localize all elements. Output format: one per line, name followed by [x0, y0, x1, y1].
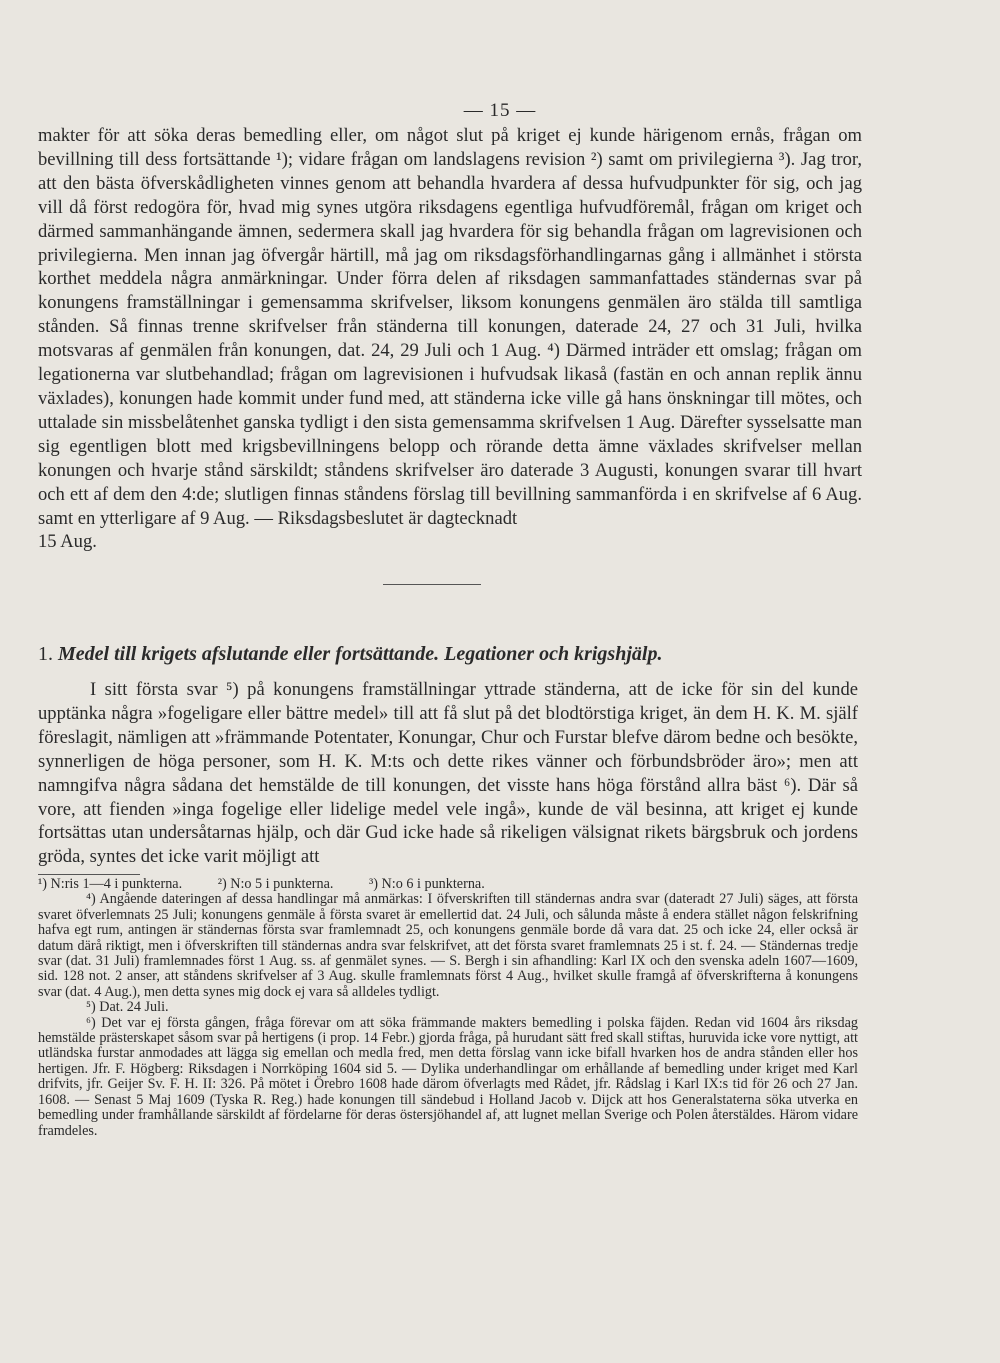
section-number: 1.: [38, 643, 53, 665]
intro-paragraph: makter för att söka deras bemedling eller, om något slut på kriget ej kunde härigenom ernås, frågan om bevillning till dess fortsättande ¹); vidare frågan om landslagens revision ²) samt om privilegierna ³). Jag tror, att den bästa öfverskådligheten vinnes genom att behandla hvardera af dessa hufvudpunkter för sig, och jag vill då först redogöra för, hvad mig synes utgöra riksdagens egentliga hufvudföremål, frågan om kriget och därmed sammanhängande ämnen, sedermera skall jag hvardera för sig behandla frågan om lagrevisionen och privilegierna. Men innan jag öfvergår härtill, må jag om riksdagsförhandlingarnas gång i allmänhet i största korthet meddela några anmärkningar. Under förra delen af riksdagen sammanfattades ständernas svar på konungens framställningar i gemensamma skrifvelser, liksom konungens genmälen äro stälda till samtliga stånden. Så finnas trenne skrifvelser från ständerna till konungen, daterade 24, 27 och 31 Juli, hvilka motsvaras af genmälen från konungen, dat. 24, 29 Juli och 1 Aug. ⁴) Därmed inträder ett omslag; frågan om legationerna var slutbehandlad; frågan om lagrevisionen i hufvudsak likaså (fastän en och annan replik ännu växlades), konungen hade kommit under fund med, att ständerna icke ville gå hans önskningar till mötes, och uttalade sin missbelåtenhet ganska tydligt i den sista gemensamma skrifvelsen 1 Aug. Därefter sysselsatte man sig egentligen blott med krigsbevillningens belopp och rörande detta ämne växlades skrifvelser mellan konungen och hvarje stånd särskildt; ståndens skrifvelser äro daterade 3 Augusti, konungen svarar till hvart och ett af dem den 4:de; slutligen finnas ståndens förslag till bevillning sammanförda i en skrifvelse af 6 Aug. samt en ytterligare af 9 Aug. — Riksdagsbeslutet är dagtecknadt: [38, 125, 862, 529]
section-title: Medel till krigets afslutande eller fortsättande. Legationer och krigshjälp.: [58, 643, 663, 665]
intro-paragraph-last-line: 15 Aug.: [38, 531, 97, 553]
section-paragraph: I sitt första svar ⁵) på konungens framställningar yttrade ständerna, att de icke för sin del kunde upptänka några »fogeligare eller bättre medel» till att få slut på det blodtörstiga kriget, än dem H. K. M. själf föreslagit, nämligen att »främmande Potentater, Konungar, Chur och Furstar blefve därom bedne och besökte, synnerligen de höga personer, som H. K. M:ts och dette rikes vänner och förbundsbröder äro»; men att namngifva några sådana det hemstälde de till konungen, det visste hans höga förstånd allra bäst ⁶). Där så vore, att fienden »inga fogelige eller lidelige medel vele ingå», kunde de väl besinna, att kriget ej kunde fortsättas utan undersåtarnas hjälp, och där Gud icke hade så rikeligen välsignat rikets bärgsbruk och jordens gröda, syntes det icke varit möjligt att: [38, 679, 858, 868]
footnote-2: ²) N:o 5 i punkterna.: [217, 876, 334, 892]
footnote-3: ³) N:o 6 i punkterna.: [369, 876, 485, 892]
footnote-5: ⁵) Dat. 24 Juli.: [86, 999, 169, 1016]
footnotes: [38, 877, 858, 1139]
footnote-line-1-3: [38, 877, 858, 892]
section-heading: [38, 643, 878, 666]
page-number: — 15 —: [463, 100, 537, 121]
footnote-6: ⁶) Det var ej första gången, fråga förevar om att söka främmande makters bemedling i polska fäjden. Redan vid 1604 års riksdag hemstälde prästerskapet såsom svar på hertigens (i prop. 14 Febr.) gjorda fråga, på hurudant sätt fred skall stiftas, huruvida icke vore nyttigt, att utländska furstar anmodades att lägga sig emellan och medla fred, men detta förslag vann icke bifall hvarken hos de andra stånden eller hos hertigen. Jfr. F. Högberg: Riksdagen i Norrköping 1604 sid 5. — Dylika underhandlingar om erhållande af bemedling under kriget med Karl drifvits, jfr. Geijer Sv. F. H. II: 326. På mötet i Örebro 1608 hade därom öfverlagts med Rådet, jfr. Rådslag i Karl IX:s tid för 26 och 27 Jan. 1608. — Senast 5 Maj 1609 (Tyska R. Reg.) hade konungen till sändebud i Holland Jacob v. Dijck att hos Generalstaterna söka utverka en bemedling under framhållande särskildt af fördelarne för deras östersjöhandel af, att lugnet mellan Sverige och Polen återstäldes. Härom vidare framdeles.: [38, 1014, 858, 1139]
footnote-divider: [38, 874, 140, 875]
section-body: [38, 678, 858, 869]
section-divider: [383, 584, 481, 585]
footnote-4: ⁴) Angående dateringen af dessa handlingar må anmärkas: I öfverskriften till ständernas andra svar (dateradt 27 Juli) säges, att första svaret öfverlemnats 25 Juli; konungens genmäle å första svaret är emellertid dat. 24 Juli, och sålunda måste å endera stället någon felskrifning hafva egt rum, antingen är ständernas första svar framlemnadt 25, och konungens genmäle borde då vara dat. 25 och icke 24, eller också är datum därå riktigt, men i öfverskriften till ständernas andra svar felskrifvet, att det första svaret framlemnats 25 i st. f. 24. — Ständernas tredje svar (dat. 31 Juli) framlemnades först 1 Aug. ss. af genmälet synes. — S. Bergh i sin afhandling: Karl IX och den svenska adeln 1607—1609, sid. 128 not. 2 anser, att ståndens skrifvelser af 3 Aug. skulle framlemnats först 4 Aug., hvilket skulle framgå af öfverskrifterna å konungens svar (dat. 4 Aug.), men detta synes mig dock ej vara så alldeles tydligt.: [38, 891, 858, 1000]
intro-text-block: [38, 124, 862, 554]
footnote-1: ¹) N:ris 1—4 i punkterna.: [38, 876, 183, 892]
